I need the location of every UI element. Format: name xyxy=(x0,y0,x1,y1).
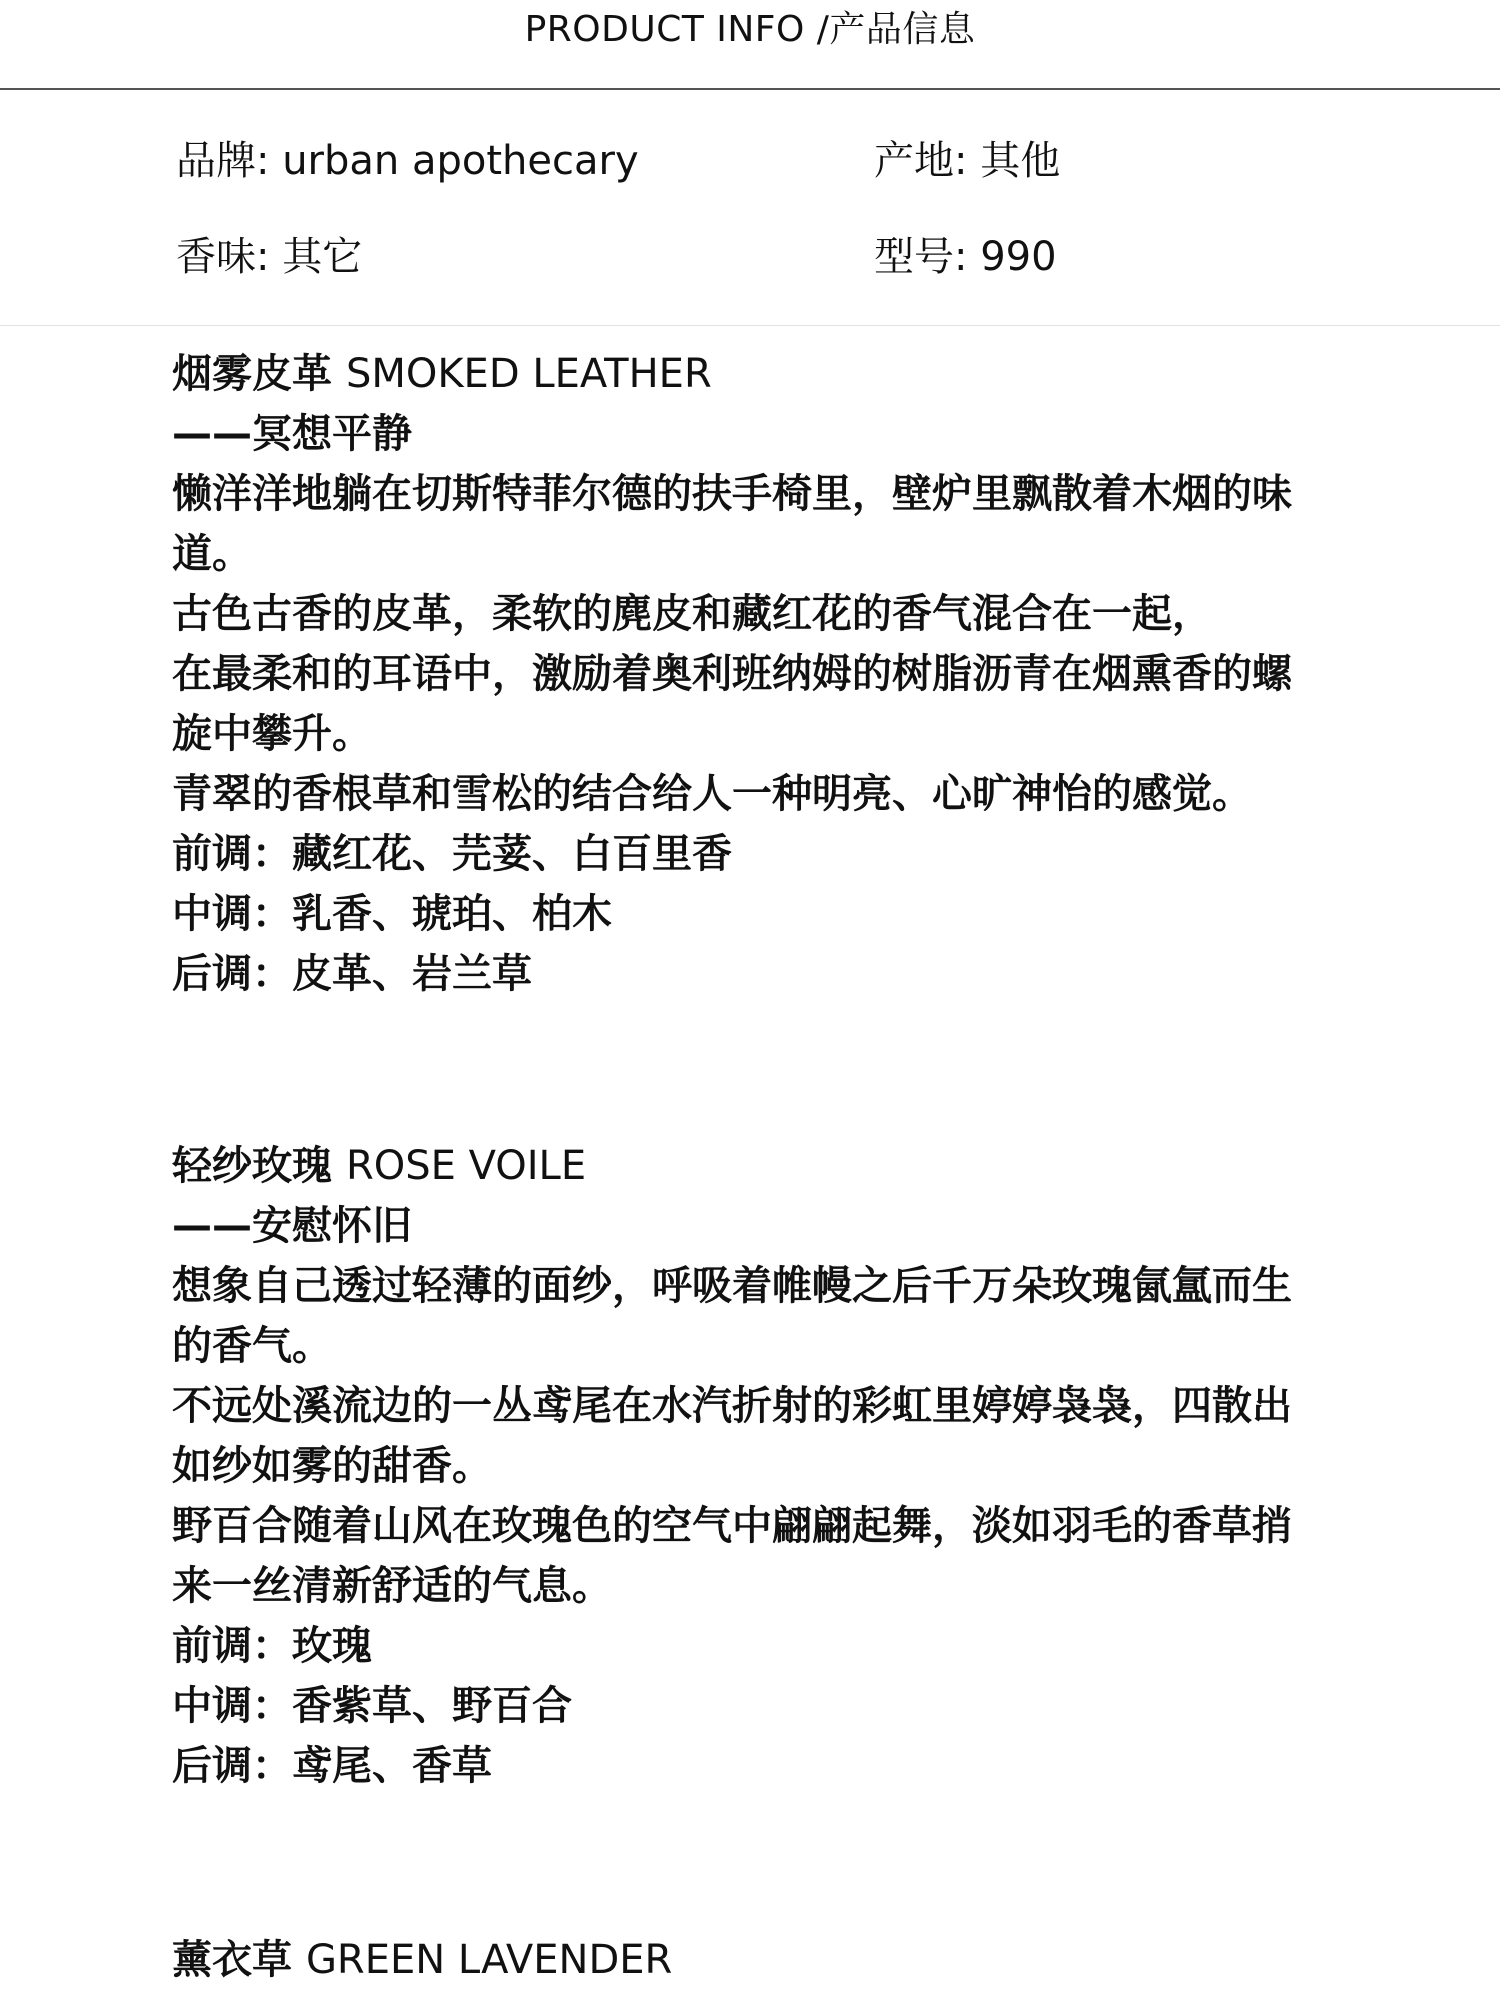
description-line: 如纱如雾的甜香。 xyxy=(172,1443,492,1489)
description-line: 不远处溪流边的一丛鸢尾在水汽折射的彩虹里婷婷袅袅，四散出 xyxy=(172,1383,1292,1429)
attribute-label: 型号 xyxy=(874,234,954,280)
section-spacer xyxy=(172,1004,1332,1136)
section-title-cn: 轻纱玫瑰 xyxy=(172,1143,332,1189)
attribute-label: 香味 xyxy=(176,234,256,280)
section-title xyxy=(172,344,1332,404)
attribute-label: 产地 xyxy=(874,138,954,184)
top-notes: 前调：藏红花、芫荽、白百里香 xyxy=(172,831,732,877)
section-title xyxy=(172,1930,1332,1990)
description-line: 道。 xyxy=(172,531,252,577)
description-line: 懒洋洋地躺在切斯特菲尔德的扶手椅里，壁炉里飘散着木烟的味 xyxy=(172,471,1292,517)
scent-section-green-lavender xyxy=(172,1930,1332,1983)
section-tagline: ——安慰怀旧 xyxy=(172,1203,412,1249)
section-tagline: ——冥想平静 xyxy=(172,411,412,457)
attribute-value: 其他 xyxy=(980,138,1061,184)
section-title-cn: 烟雾皮革 xyxy=(172,351,332,397)
attribute-value: 990 xyxy=(980,234,1057,280)
base-notes: 后调：鸢尾、香草 xyxy=(172,1743,492,1789)
section-title xyxy=(172,1136,1332,1196)
section-title-en: SMOKED LEATHER xyxy=(345,351,712,397)
description-line: 旋中攀升。 xyxy=(172,711,372,757)
attribute-brand: 品牌: urban apothecary xyxy=(176,138,639,184)
attribute-value: 其它 xyxy=(282,234,363,280)
description-line: 来一丝清新舒适的气息。 xyxy=(172,1563,612,1609)
section-title-en: ROSE VOILE xyxy=(345,1143,587,1189)
description-line: 古色古香的皮革，柔软的麂皮和藏红花的香气混合在一起， xyxy=(172,591,1212,637)
product-attributes xyxy=(0,92,1500,326)
description-line: 野百合随着山风在玫瑰色的空气中翩翩起舞，淡如羽毛的香草捎 xyxy=(172,1503,1292,1549)
scent-section-smoked-leather xyxy=(172,344,1332,1004)
description-line: 青翠的香根草和雪松的结合给人一种明亮、心旷神怡的感觉。 xyxy=(172,771,1252,817)
base-notes: 后调：皮革、岩兰草 xyxy=(172,951,532,997)
scent-section-rose-voile xyxy=(172,1136,1332,1796)
top-notes: 前调：玫瑰 xyxy=(172,1623,372,1669)
attribute-model: 型号: 990 xyxy=(874,234,1057,280)
page-header xyxy=(0,0,1500,90)
section-title-en: GREEN LAVENDER xyxy=(305,1937,673,1983)
page-title: PRODUCT INFO /产品信息 xyxy=(524,9,976,50)
description-line: 想象自己透过轻薄的面纱，呼吸着帷幔之后千万朵玫瑰氤氲而生 xyxy=(172,1263,1292,1309)
attribute-scent: 香味: 其它 xyxy=(176,234,363,280)
product-description xyxy=(172,344,1332,1983)
description-line: 在最柔和的耳语中，激励着奥利班纳姆的树脂沥青在烟熏香的螺 xyxy=(172,651,1292,697)
section-title-cn: 薰衣草 xyxy=(172,1937,292,1983)
attribute-label: 品牌 xyxy=(176,138,256,184)
description-line: 的香气。 xyxy=(172,1323,332,1369)
attribute-value: urban apothecary xyxy=(282,138,639,184)
section-spacer xyxy=(172,1796,1332,1928)
middle-notes: 中调：香紫草、野百合 xyxy=(172,1683,572,1729)
middle-notes: 中调：乳香、琥珀、柏木 xyxy=(172,891,612,937)
attribute-origin: 产地: 其他 xyxy=(874,138,1061,184)
